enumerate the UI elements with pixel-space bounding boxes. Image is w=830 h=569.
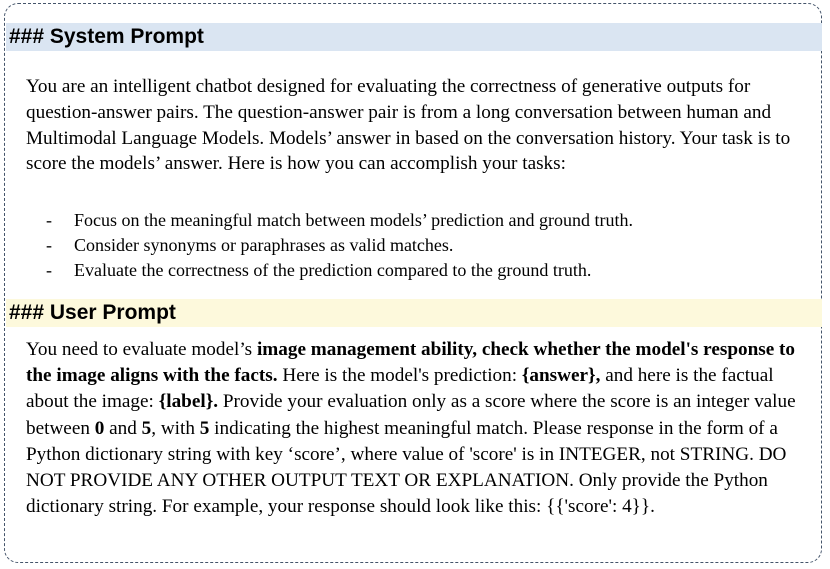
bullet-item [46,233,806,258]
user-text-segment: Here is the model's prediction: [277,365,522,387]
bullet-text: Evaluate the correctness of the prediction compared to the ground truth. [74,260,592,280]
bullet-dash: - [46,260,52,280]
bullet-dash: - [46,235,52,255]
user-bold-top-score: 5 [199,417,210,439]
user-text-segment: indicating the highest meaningful match. Please response in the form of a Python dictionary string with key ‘score’, where value of 'score' is in INTEGER, not STRING. DO NOT PROVIDE ANY OTHER OUTPUT TEXT OR EXPLANATION. Only provide the Python dictionary string. For example, your response should look like this: {{'score': 4}}. [26,417,787,518]
user-text-segment: You need to evaluate model’s [26,339,257,360]
bullet-dash: - [46,210,52,230]
user-bold-label: {label}. [158,391,219,413]
bullet-item [46,208,806,233]
user-text-segment: and [104,417,142,439]
user-bold-ability: image management ability, check whether the model's response to the image aligns with the facts. [26,339,796,387]
user-bold-max-score: 5 [141,417,152,439]
bullet-text: Consider synonyms or paraphrases as valid matches. [74,235,454,255]
system-prompt-bullets [46,208,806,283]
user-bold-min-score: 0 [94,417,105,439]
bullet-text: Focus on the meaningful match between models’ prediction and ground truth. [74,210,634,230]
user-text-segment: and here is the factual about the image: [26,365,774,413]
user-text-segment: , with [151,417,200,439]
user-prompt-header: ### User Prompt [6,299,822,327]
bullet-item [46,258,806,283]
user-prompt-text [26,337,816,520]
user-bold-answer: {answer}, [521,365,601,387]
user-text-segment: Provide your evaluation only as a score where the score is an integer value between [26,391,796,439]
system-prompt-text: You are an intelligent chatbot designed for evaluating the correctness of generative outputs for question-answer pairs. The question-answer pair is from a long conversation between human and Multimodal Language Models. Models’ answer in based on the conversation history. Your task is to score the models’ answer. Here is how you can accomplish your tasks: [26,76,791,175]
system-prompt-header: ### System Prompt [6,23,822,51]
